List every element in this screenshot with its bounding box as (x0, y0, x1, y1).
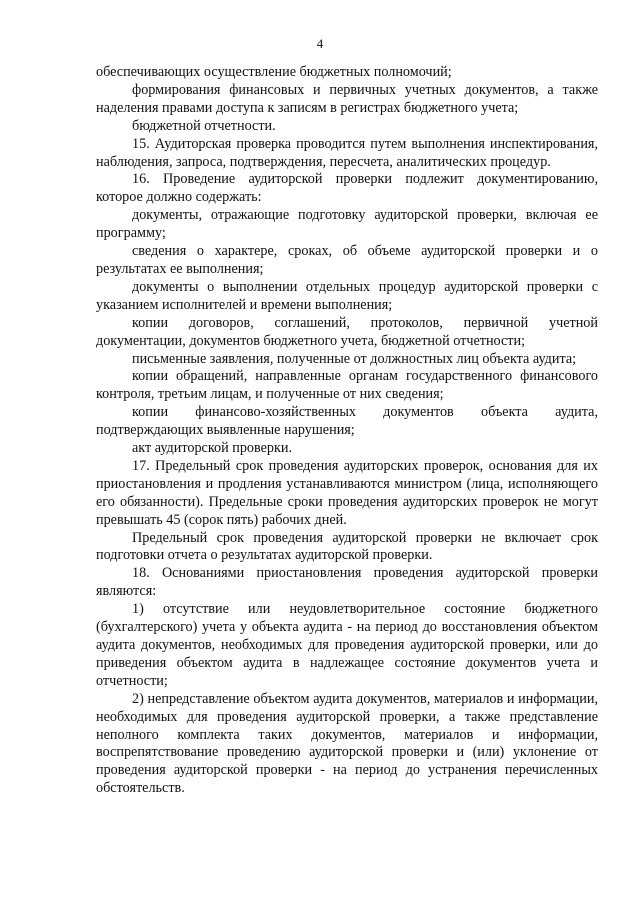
paragraph: 15. Аудиторская проверка проводится путем выполнения инспектирования, наблюдения, запроса, подтверждения, пересчета, аналитических процедур. (96, 135, 598, 170)
paragraph: 18. Основаниями приостановления проведения аудиторской проверки являются: (96, 565, 598, 600)
paragraph: письменные заявления, полученные от должностных лиц объекта аудита; (132, 350, 577, 367)
paragraph: копии обращений, направленные органам государственного финансового контроля, третьим лицам, и полученные от них сведения; (96, 368, 598, 403)
paragraph: 2) непредставление объектом аудита документов, материалов и информации, необходимых для проведения аудиторской проверки, а также представление неполного комплекта таких документов, материалов и информации, воспрепятствование проведению аудиторской проверки и (или) уклонение от проведения аудиторской проверки - на период до устранения перечисленных обстоятельств. (96, 690, 598, 797)
paragraph: 16. Проведение аудиторской проверки подлежит документированию, которое должно содержать: (96, 171, 598, 206)
paragraph: сведения о характере, сроках, об объеме аудиторской проверки и о результатах ее выполнения; (96, 243, 598, 277)
paragraph: обеспечивающих осуществление бюджетных полномочий; (96, 64, 452, 80)
paragraph: копии финансово-хозяйственных документов объекта аудита, подтверждающих выявленные нарушения; (96, 404, 598, 439)
page-number: 4 (316, 36, 324, 51)
paragraph: акт аудиторской проверки. (132, 440, 293, 457)
paragraph: копии договоров, соглашений, протоколов, первичной учетной документации, документов бюджетного учета, бюджетной отчетности; (96, 314, 598, 349)
paragraph: 1) отсутствие или неудовлетворительное состояние бюджетного (бухгалтерского) учета у объекта аудита - на период до восстановления объектом аудита документов, необходимых для проведения аудиторской проверки, или до приведения объектом аудита в надлежащее состояние документов учета и отчетности; (96, 601, 598, 689)
paragraph: Предельный срок проведения аудиторской проверки не включает срок подготовки отчета о результатах аудиторской проверки. (96, 529, 598, 564)
paragraph: 17. Предельный срок проведения аудиторских проверок, основания для их приостановления и продления устанавливаются министром (лица, исполняющего его обязанности). Предельные сроки проведения аудиторских проверок не могут превышать 45 (сорок пять) рабочих дней. (96, 457, 598, 528)
paragraph: документы, отражающие подготовку аудиторской проверки, включая ее программу; (96, 207, 598, 242)
paragraph: бюджетной отчетности. (132, 117, 276, 134)
paragraph: формирования финансовых и первичных учетных документов, а также наделения правами доступа к записям в регистрах бюджетного учета; (96, 81, 598, 116)
document-body (96, 64, 598, 798)
paragraph: документы о выполнении отдельных процедур аудиторской проверки с указанием исполнителей и времени выполнения; (96, 278, 598, 313)
